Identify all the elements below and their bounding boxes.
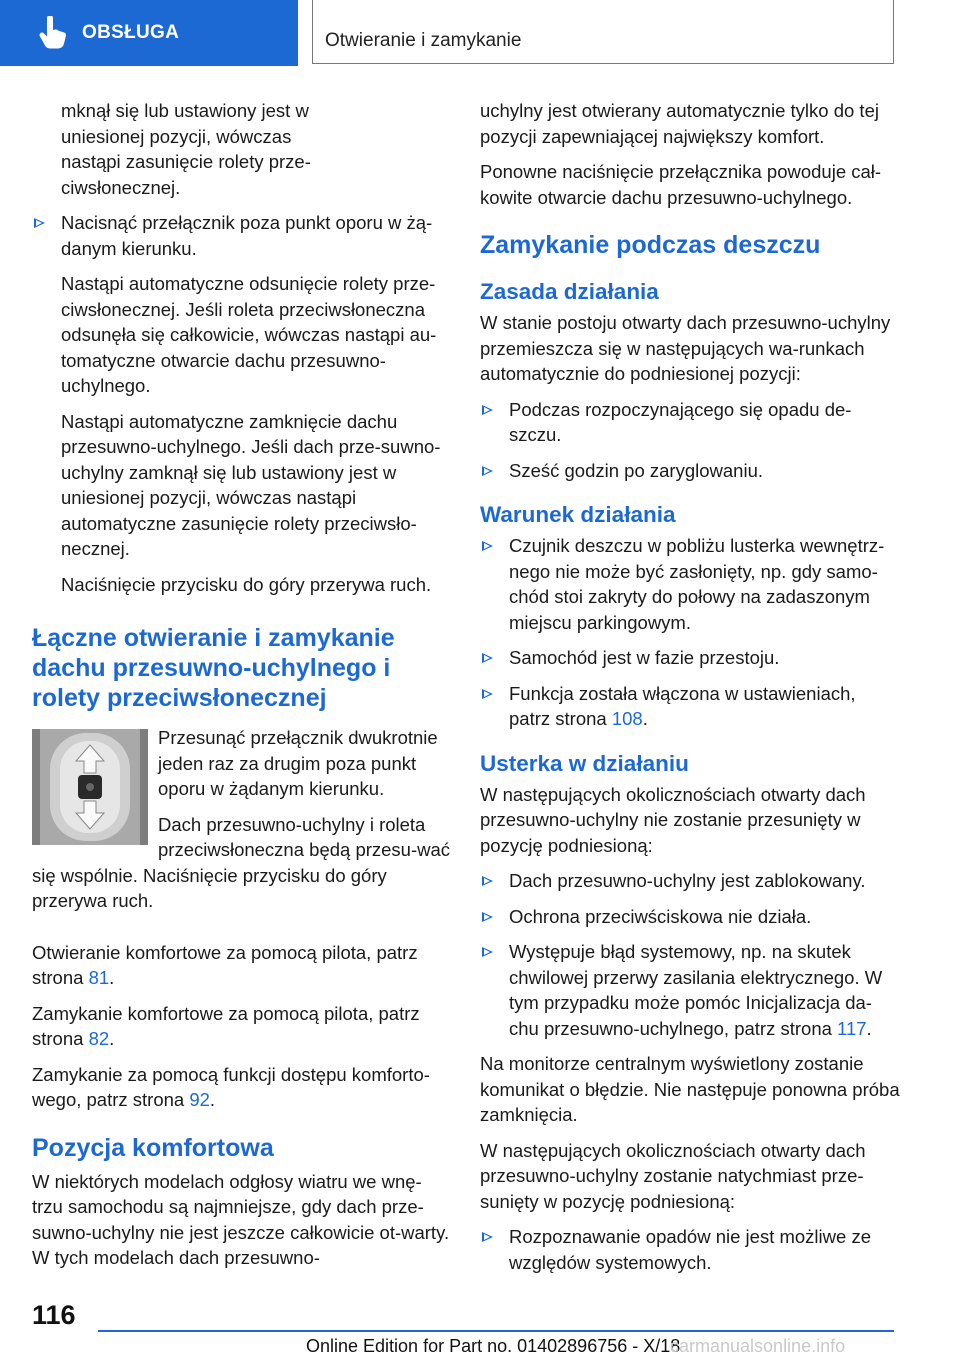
paragraph: W niektórych modelach odgłosy wiatru we wnę-trzu samochodu są najmniejsze, gdy dach prze-suwno-uchylny nie jest jeszcze całkowicie ot-warty. W tych modelach dach przesuwno- [32, 1170, 450, 1268]
bullet-triangle-icon [34, 218, 45, 228]
chapter-header [312, 0, 894, 64]
bullet-triangle-icon [482, 876, 493, 886]
page-link[interactable]: 108 [611, 708, 643, 729]
section-heading: Pozycja komfortowa [32, 1133, 274, 1162]
section-heading: Łączne otwieranie i zamykanie dachu przesuwno-uchylnego i rolety przeciwsłonecznej [32, 624, 395, 712]
paragraph: Zamykanie za pomocą funkcji dostępu komforto-wego, patrz strona 92. [32, 1063, 430, 1110]
section-label: OBSŁUGA [82, 22, 180, 43]
list-item: Rozpoznawanie opadów nie jest możliwe ze względów systemowych. [480, 1224, 900, 1275]
switch-illustration [32, 729, 148, 845]
page-link[interactable]: 117 [837, 1017, 867, 1039]
hand-icon [38, 16, 68, 50]
list-item: Ochrona przeciwściskowa nie działa. [480, 904, 900, 930]
subsection-heading: Usterka w działaniu [480, 750, 689, 776]
list-item: Nacisnąć przełącznik poza punkt oporu w żą-danym kierunku. [32, 210, 452, 261]
paragraph: Dach przesuwno-uchylny i roleta przeciwsłoneczna będą przesu-wać się wspólnie. Naciśnięcie przycisku do góry przerywa ruch. [32, 813, 451, 911]
bullet-triangle-icon [482, 912, 493, 922]
paragraph: W stanie postoju otwarty dach przesuwno-uchylny przemieszcza się w następujących wa-runkach automatycznie do podniesionej pozycji: [480, 312, 891, 384]
footer-divider [98, 1330, 894, 1332]
edition-text: Online Edition for Part no. 01402896756 - X/18 [306, 1336, 681, 1356]
paragraph: Przesunąć przełącznik dwukrotnie jeden raz za drugim poza punkt oporu w żądanym kierunku. [158, 727, 438, 799]
bullet-triangle-icon [482, 653, 493, 663]
page-link[interactable]: 82 [88, 1028, 110, 1049]
list-item: Samochód jest w fazie przestoju. [480, 645, 900, 671]
list-item: Sześć godzin po zaryglowaniu. [480, 458, 900, 484]
page-link[interactable]: 81 [88, 967, 110, 988]
watermark-text: carmanualsonline.info [670, 1336, 846, 1356]
chapter-title: Otwieranie i zamykanie [325, 30, 522, 51]
page-link[interactable]: 92 [189, 1089, 210, 1110]
bullet-triangle-icon [482, 541, 493, 551]
list-item: Występuje błąd systemowy, np. na skutek chwilowej przerwy zasilania elektrycznego. W tym przypadku może pomóc Inicjalizacja da-chu przesuwno-uchylnego, patrz strona 117. [480, 939, 900, 1041]
roof-switch-image [32, 729, 148, 845]
paragraph: W następujących okolicznościach otwarty dach przesuwno-uchylny zostanie natychmiast prze-sunięty w pozycję podniesioną: [480, 1139, 866, 1212]
paragraph: Zamykanie komfortowe za pomocą pilota, patrz strona 82. [32, 1002, 420, 1049]
paragraph: Nastąpi automatyczne zamknięcie dachu przesuwno-uchylnego. Jeśli dach prze-suwno-uchylny zamknął się lub ustawiony jest w uniesionej pozycji, wówczas nastąpi automatyczne zasunięcie rolety przeciwsło-necznej. [61, 410, 441, 559]
list-item: Czujnik deszczu w pobliżu lusterka wewnętrz-nego nie może być zasłonięty, np. gdy samo-chód stoi zakryty do połowy na zadaszonym miejscu parkingowym. [480, 533, 900, 635]
paragraph: Nastąpi automatyczne odsunięcie rolety prze-ciwsłonecznej. Jeśli roleta przeciwsłoneczna odsunęła się całkowicie, wówczas nastąpi au-tomatyczne otwarcie dachu przesuwno-uchylnego. [61, 273, 437, 396]
left-column [32, 98, 452, 1281]
bullet-triangle-icon [482, 1232, 493, 1242]
section-tab [0, 0, 298, 66]
bullet-triangle-icon [482, 405, 493, 415]
paragraph: Ponowne naciśnięcie przełącznika powoduje cał-kowite otwarcie dachu przesuwno-uchylnego. [480, 161, 882, 208]
right-column [480, 98, 900, 1285]
section-heading: Zamykanie podczas deszczu [480, 231, 821, 259]
paragraph: W następujących okolicznościach otwarty dach przesuwno-uchylny nie zostanie przesunięty w pozycję podniesioną: [480, 783, 866, 856]
paragraph: uchylny jest otwierany automatycznie tylko do tej pozycji zapewniającej największy komfort. [480, 100, 879, 147]
bullet-triangle-icon [482, 689, 493, 699]
subsection-heading: Zasada działania [480, 279, 659, 304]
list-item: Dach przesuwno-uchylny jest zablokowany. [480, 868, 900, 894]
paragraph: Otwieranie komfortowe za pomocą pilota, patrz strona 81. [32, 941, 418, 988]
subsection-heading: Warunek działania [480, 502, 676, 527]
paragraph: Naciśnięcie przycisku do góry przerywa ruch. [61, 573, 432, 595]
paragraph: Na monitorze centralnym wyświetlony zostanie komunikat o błędzie. Nie następuje ponowna próba zamknięcia. [480, 1053, 900, 1125]
bullet-triangle-icon [482, 466, 493, 476]
list-item: Podczas rozpoczynającego się opadu de-szczu. [480, 397, 900, 448]
page-number: 116 [32, 1300, 76, 1330]
list-item: Funkcja została włączona w ustawieniach, patrz strona 108. [480, 681, 900, 732]
bullet-triangle-icon [482, 947, 493, 957]
figure-block [32, 725, 452, 924]
paragraph: mknął się lub ustawiony jest w uniesionej pozycji, wówczas nastąpi zasunięcie rolety prze-ciwsłonecznej. [61, 100, 311, 198]
